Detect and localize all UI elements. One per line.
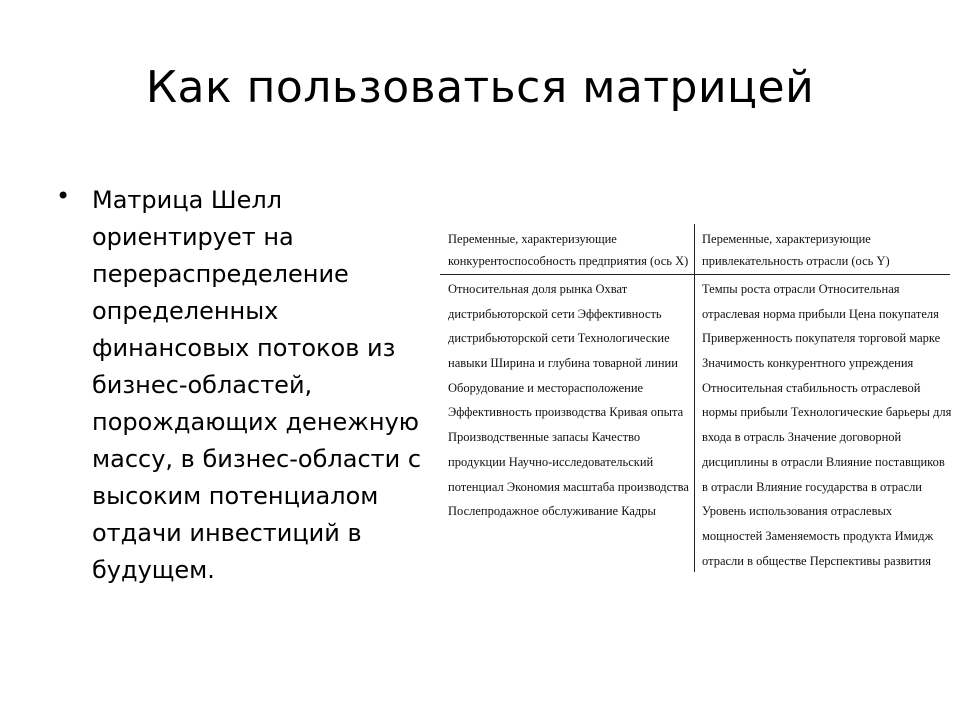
bullet-line: высоким потенциалом	[92, 482, 379, 510]
cell-line: продукции Научно-исследовательский	[448, 454, 654, 469]
cell-line: Темпы роста отрасли Относительная	[702, 282, 900, 296]
cell-line: Послепродажное обслуживание Кадры	[448, 504, 656, 519]
cell-line: навыки Ширина и глубина товарной линии	[448, 356, 678, 371]
cell-line: дистрибьюторской сети Эффективность	[448, 306, 662, 321]
right-column-body	[702, 277, 952, 573]
bullet-line: отдачи инвестиций в	[92, 519, 362, 547]
cell-line: Эффективность производства Кривая опыта	[448, 405, 684, 420]
bullet-line: бизнес-областей,	[92, 371, 313, 399]
cell-line: Относительная стабильность отраслевой	[702, 380, 921, 395]
cell-line: мощностей Заменяемость продукта Имидж	[702, 528, 934, 543]
slide-title: Как пользоваться матрицей	[145, 62, 815, 113]
bullet-line: определенных	[92, 297, 279, 325]
cell-line: Приверженность покупателя торговой марке	[702, 331, 941, 346]
bullet-text	[92, 182, 436, 589]
cell-line: Уровень использования отраслевых	[702, 504, 893, 519]
cell-line: Относительная доля рынка Охват	[448, 282, 628, 296]
cell-line: входа в отрасль Значение договорной	[702, 430, 902, 445]
cell-line: в отрасли Влияние государства в отрасли	[702, 479, 922, 494]
cell-line: дисциплины в отрасли Влияние поставщиков	[702, 454, 945, 469]
bullet-line: ориентирует на	[92, 223, 294, 251]
left-column-header	[448, 228, 688, 272]
cell-line: Производственные запасы Качество	[448, 430, 641, 445]
header-line: привлекательность отрасли (ось Y)	[702, 254, 890, 268]
cell-line: потенциал Экономия масштаба производства	[448, 479, 689, 494]
left-column-body	[448, 277, 688, 524]
bullet-line: порождающих денежную	[92, 408, 419, 436]
right-column-header	[702, 228, 948, 272]
header-line: конкурентоспособность предприятия (ось X)	[448, 254, 689, 268]
header-line: Переменные, характеризующие	[448, 232, 617, 246]
column-divider	[694, 224, 695, 572]
header-divider	[440, 274, 950, 275]
bullet-line: финансовых потоков из	[92, 334, 396, 362]
cell-line: Оборудование и месторасположение	[448, 380, 644, 395]
cell-line: отраслевая норма прибыли Цена покупателя	[702, 306, 939, 321]
bullet-line: перераспределение	[92, 260, 349, 288]
bullet-list	[56, 182, 436, 632]
shell-matrix-table-image	[440, 224, 950, 574]
header-line: Переменные, характеризующие	[702, 232, 871, 246]
bullet-line: будущем.	[92, 556, 215, 584]
bullet-line: Матрица Шелл	[92, 186, 283, 214]
bullet-marker: •	[56, 182, 71, 210]
cell-line: нормы прибыли Технологические барьеры для	[702, 405, 952, 420]
cell-line: дистрибьюторской сети Технологические	[448, 331, 670, 346]
cell-line: Значимость конкурентного упреждения	[702, 356, 914, 371]
bullet-line: массу, в бизнес-области с	[92, 445, 422, 473]
cell-line: отрасли в обществе Перспективы развития	[702, 553, 932, 568]
